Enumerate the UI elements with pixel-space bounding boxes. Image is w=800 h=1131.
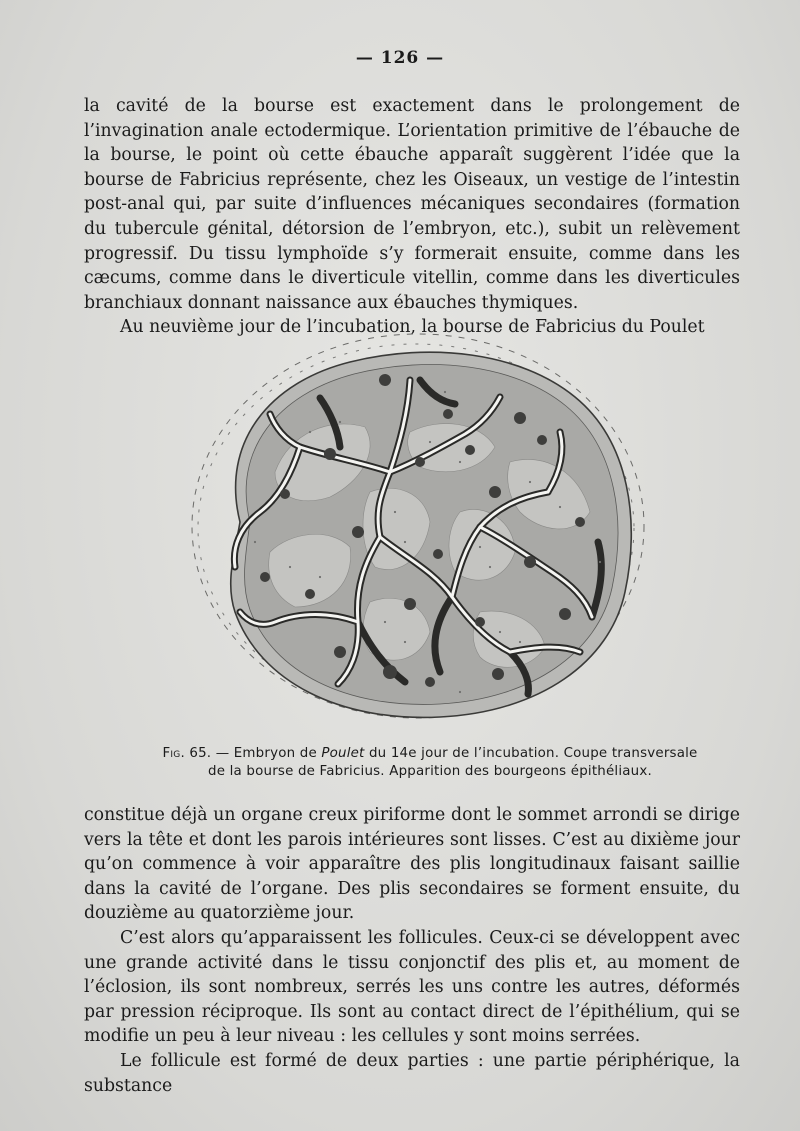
paragraph: Le follicule est formé de deux parties : une partie périphérique, la substance xyxy=(84,1050,740,1096)
caption-line-2: de la bourse de Fabricius. Apparition des bourgeons épithéliaux. xyxy=(208,764,652,779)
figure-caption xyxy=(130,745,730,781)
epithelial-bud xyxy=(514,412,526,424)
cell-dot xyxy=(384,621,386,623)
cell-dot xyxy=(489,566,491,568)
epithelial-bud xyxy=(334,646,346,658)
epithelial-bud xyxy=(465,445,475,455)
caption-text: du 14e jour de l’incubation. Coupe transversale xyxy=(364,746,698,761)
cell-dot xyxy=(404,541,406,543)
caption-line-1 xyxy=(130,745,730,763)
paragraph: constitue déjà un organe creux piriforme dont le sommet arrondi se dirige vers la tête et dont les parois intérieures sont lisses. C’est au dixième jour qu’on commence à voir apparaître des plis longitudinaux faisant saillie dans la cavité de l’organe. Des plis secondaires se forment ensuite, du douzième au quatorzième jour. xyxy=(84,805,740,924)
cell-dot xyxy=(499,631,501,633)
paragraph: Au neuvième jour de l’incubation, la bourse de Fabricius du Poulet xyxy=(120,317,705,338)
epithelial-bud xyxy=(425,677,435,687)
epithelial-bud xyxy=(305,589,315,599)
cell-dot xyxy=(459,691,461,693)
epithelial-bud xyxy=(433,549,443,559)
cell-dot xyxy=(404,641,406,643)
cell-dot xyxy=(339,421,341,423)
epithelial-bud xyxy=(475,617,485,627)
text-block-bottom xyxy=(84,803,740,1098)
epithelial-bud xyxy=(415,457,425,467)
cell-dot xyxy=(289,566,291,568)
cell-dot xyxy=(254,541,256,543)
epithelial-bud xyxy=(524,556,536,568)
cell-dot xyxy=(309,431,311,433)
cell-dot xyxy=(479,546,481,548)
cell-dot xyxy=(429,441,431,443)
epithelial-bud xyxy=(352,526,364,538)
epithelial-bud xyxy=(489,486,501,498)
cell-dot xyxy=(319,576,321,578)
epithelial-bud xyxy=(404,598,416,610)
epithelial-bud xyxy=(492,668,504,680)
figure-bursa-cross-section xyxy=(180,322,650,732)
epithelial-bud xyxy=(379,374,391,386)
cell-dot xyxy=(459,461,461,463)
organ-outer-layer xyxy=(245,365,618,705)
figure-label: Fig. 65. xyxy=(162,746,212,761)
cell-dot xyxy=(599,561,601,563)
epithelial-bud xyxy=(280,489,290,499)
cell-dot xyxy=(394,511,396,513)
cell-dot xyxy=(529,481,531,483)
epithelial-bud xyxy=(260,572,270,582)
paragraph: la cavité de la bourse est exactement dans le prolongement de l’invagination anale ectodermique. L’orientation primitive de l’ébauche de la bourse, le point où cette ébauche apparaît suggèrent l’idée que la bourse de Fabricius représente, chez les Oiseaux, un vestige de l’intestin post-anal qui, par suite d’influences mécaniques secondaires (formation du tubercule génital, détorsion de l’embryon, etc.), subit un relèvement progressif. Du tissu lymphoïde s’y formerait ensuite, comme dans les cæcums, comme dans le diverticule vitellin, comme dans les diverticules branchiaux donnant naissance aux ébauches thymiques. xyxy=(84,96,740,313)
epithelial-bud xyxy=(575,517,585,527)
text-block-top xyxy=(84,94,740,340)
epithelial-bud xyxy=(324,448,336,460)
cell-dot xyxy=(519,641,521,643)
cell-dot xyxy=(559,506,561,508)
caption-text: — Embryon de xyxy=(211,746,322,761)
histology-cross-section-illustration xyxy=(180,322,650,732)
epithelial-bud xyxy=(559,608,571,620)
paragraph: C’est alors qu’apparaissent les follicules. Ceux-ci se développent avec une grande activité dans le tissu conjonctif des plis et, au moment de l’éclosion, ils sont nombreux, serrés les uns contre les autres, déformés par pression réciproque. Ils sont au contact direct de l’épithélium, qui se modifie un peu à leur niveau : les cellules y sont moins serrées. xyxy=(84,927,740,1047)
species-name: Poulet xyxy=(321,746,365,761)
page-number: — 126 — xyxy=(355,48,445,68)
epithelial-bud xyxy=(537,435,547,445)
epithelial-bud xyxy=(383,665,397,679)
epithelial-bud xyxy=(443,409,453,419)
cell-dot xyxy=(444,391,446,393)
